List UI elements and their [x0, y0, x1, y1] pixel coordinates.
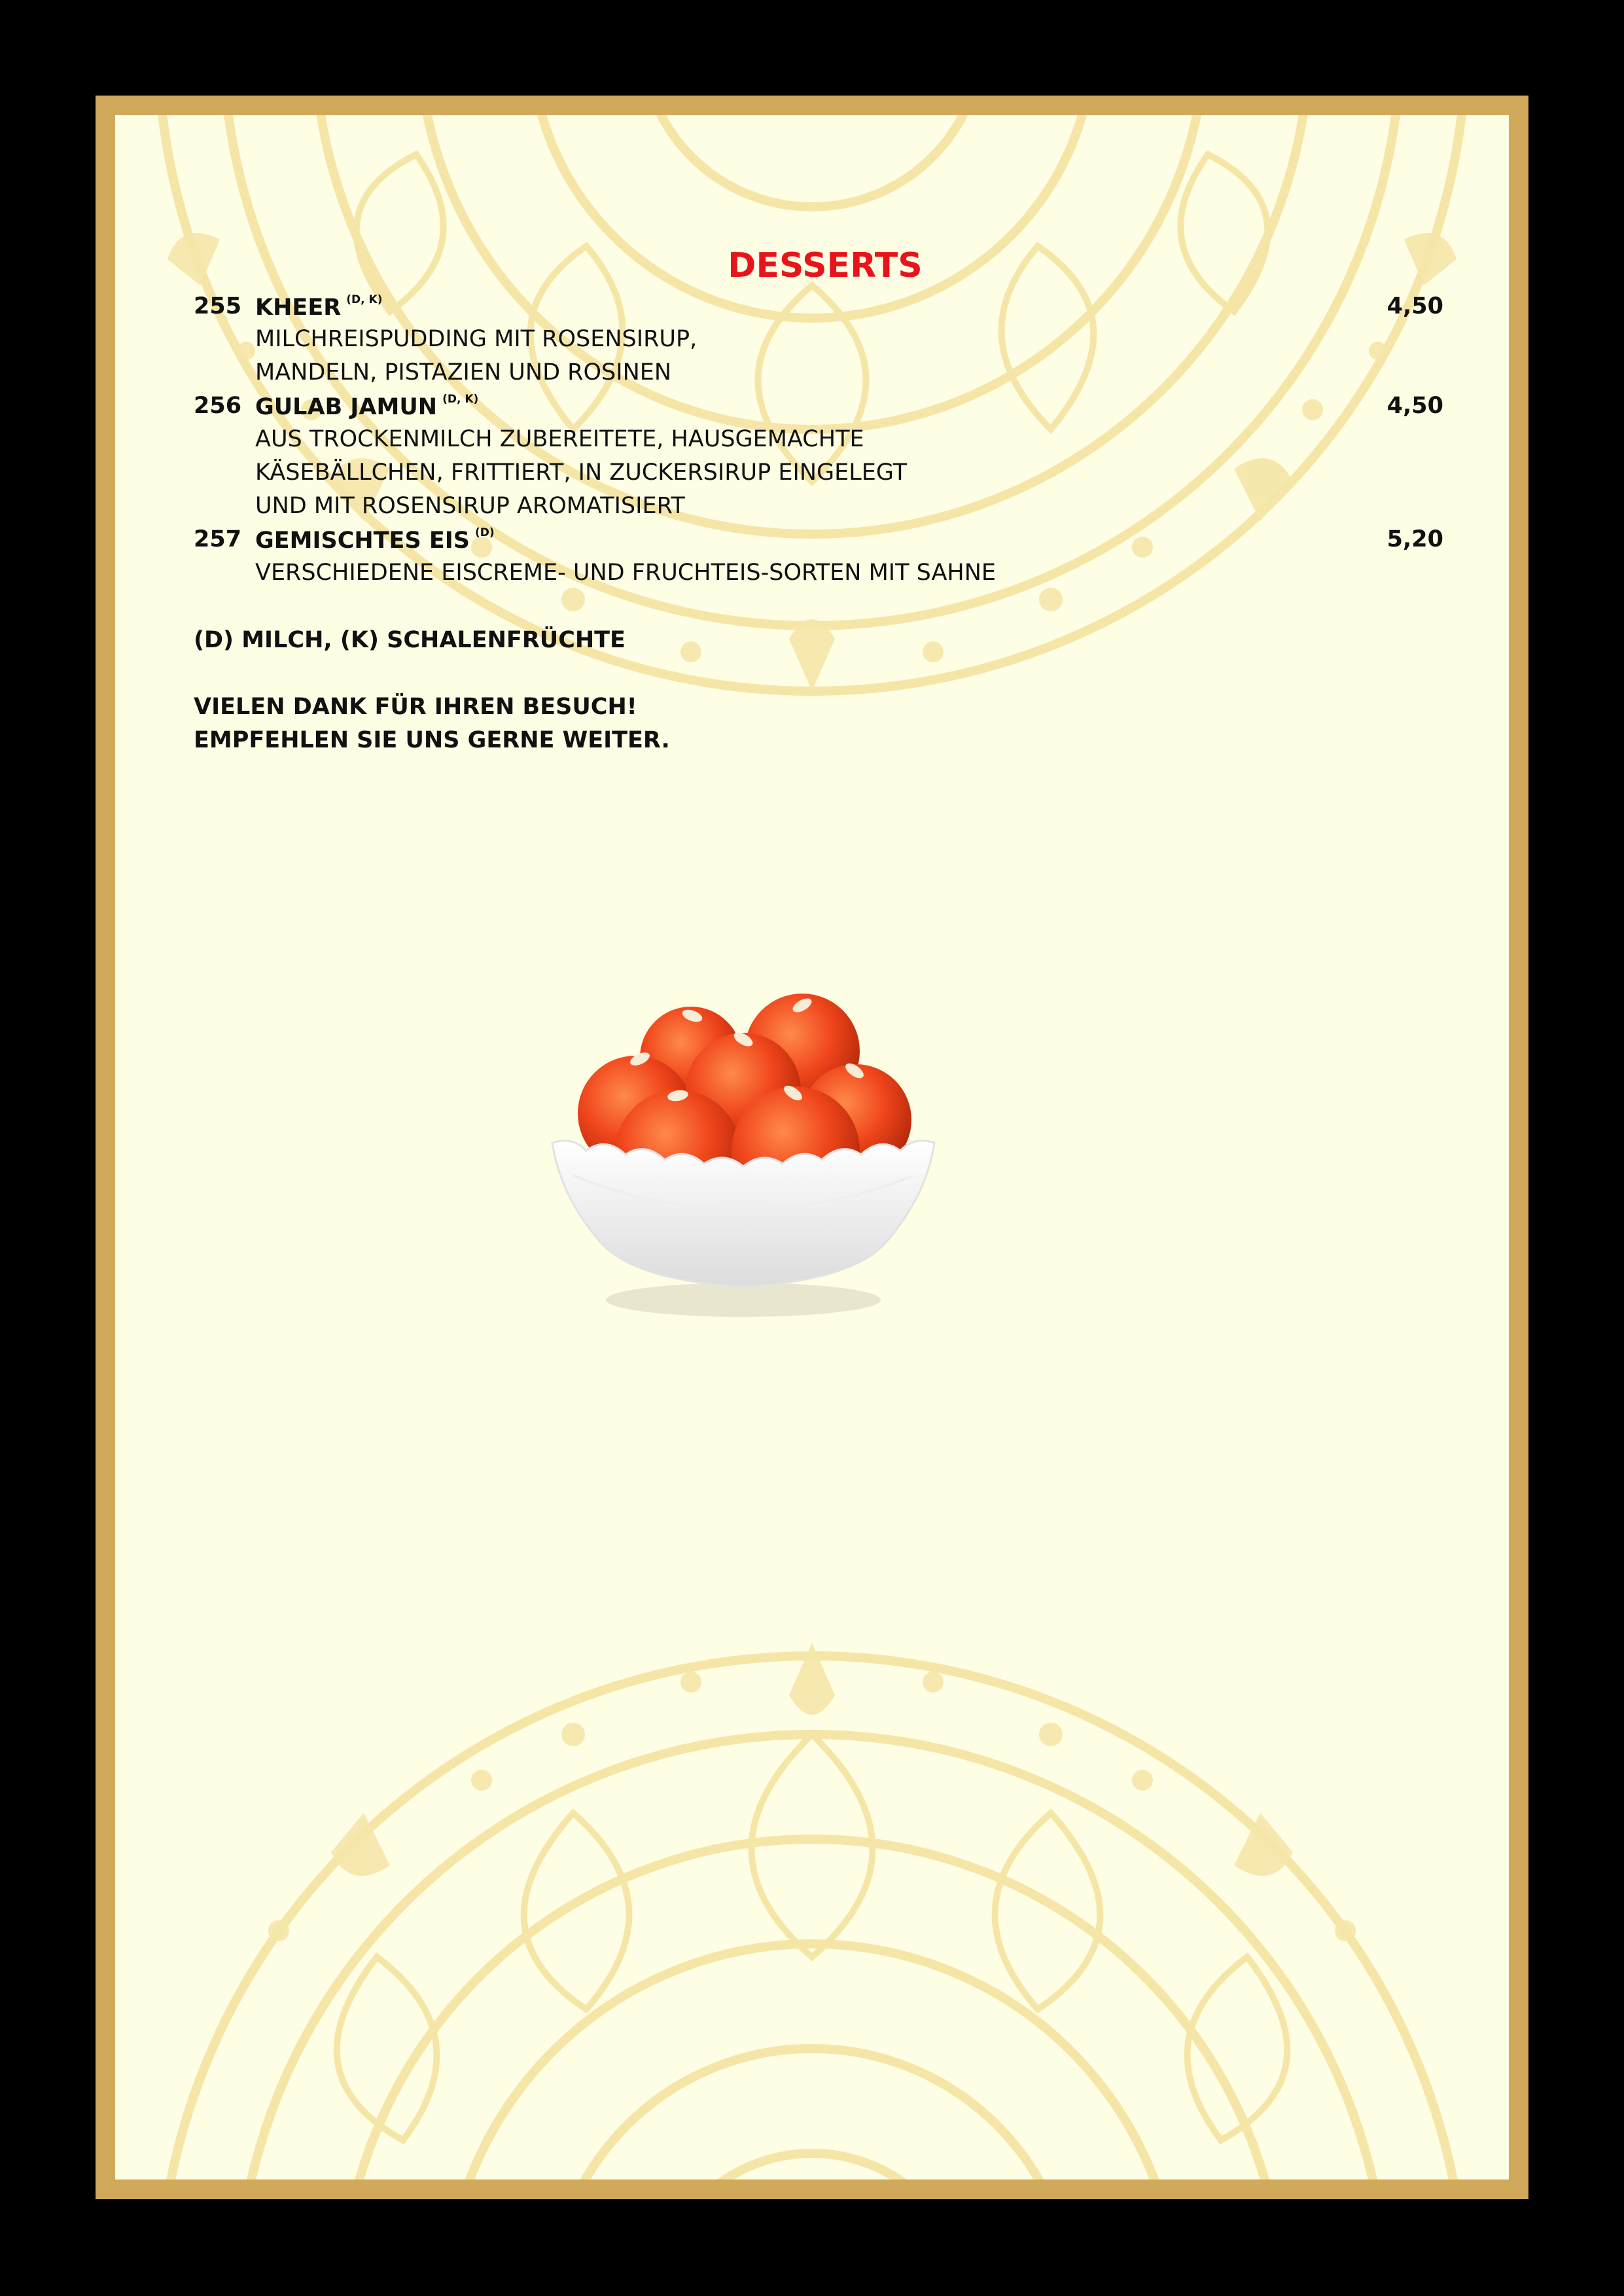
- menu-content: [115, 115, 1509, 2179]
- item-number: 257: [194, 526, 242, 552]
- item-price: 5,20: [1386, 526, 1443, 552]
- item-price: 4,50: [1386, 393, 1443, 419]
- item-number: 256: [194, 393, 242, 419]
- allergen-marker: (D): [475, 526, 495, 539]
- item-description: AUS TROCKENMILCH ZUBEREITETE, HAUSGEMACHTE: [255, 426, 864, 452]
- gulab-jamun-bowl-photo: [547, 979, 966, 1346]
- item-description: VERSCHIEDENE EISCREME- UND FRUCHTEIS-SORTEN MIT SAHNE: [255, 560, 997, 586]
- closing-line: VIELEN DANK FÜR IHREN BESUCH!: [194, 694, 637, 720]
- item-description: MILCHREISPUDDING MIT ROSENSIRUP,: [255, 326, 697, 352]
- allergen-marker: (D, K): [442, 393, 479, 406]
- item-price: 4,50: [1386, 293, 1443, 319]
- item-description: UND MIT ROSENSIRUP AROMATISIERT: [255, 493, 685, 519]
- item-name: GULAB JAMUN $^{(D, K)}$: [255, 393, 479, 420]
- allergen-legend: (D) MILCH, (K) SCHALENFRÜCHTE: [194, 627, 626, 653]
- section-title: DESSERTS: [728, 246, 923, 285]
- item-name: GEMISCHTES EIS $^{(D)}$: [255, 526, 495, 554]
- item-description: MANDELN, PISTAZIEN UND ROSINEN: [255, 359, 672, 386]
- menu-page: [115, 115, 1509, 2179]
- item-description: KÄSEBÄLLCHEN, FRITTIERT, IN ZUCKERSIRUP EINGELEGT: [255, 459, 908, 486]
- item-number: 255: [194, 293, 242, 319]
- allergen-marker: (D, K): [346, 293, 383, 306]
- closing-line: EMPFEHLEN SIE UNS GERNE WEITER.: [194, 727, 670, 753]
- item-name: KHEER $^{(D, K)}$: [255, 293, 383, 321]
